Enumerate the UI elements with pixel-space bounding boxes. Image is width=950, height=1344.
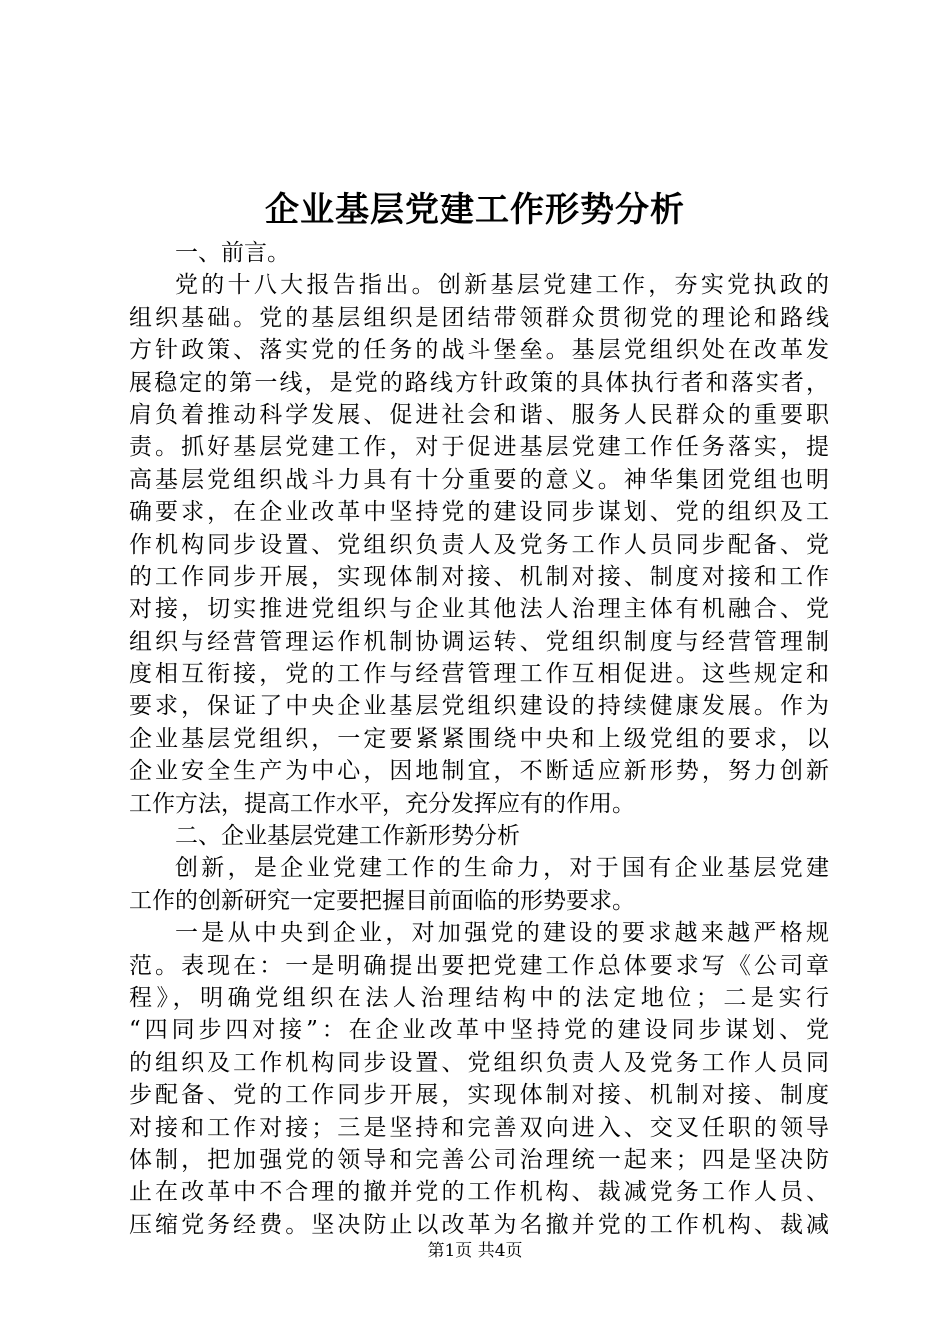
text-line: 程》，明确党组织在法人治理结构中的法定地位；二是实行 <box>129 984 829 1011</box>
text-line: 组织与经营管理运作机制协调运转、党组织制度与经营管理制 <box>129 628 829 655</box>
text-line: 的组织及工作机构同步设置、党组织负责人及党务工作人员同 <box>129 1049 829 1076</box>
text-line: 要求，保证了中央企业基层党组织建设的持续健康发展。作为 <box>129 693 829 720</box>
text-line: 组织基础。党的基层组织是团结带领群众贯彻党的理论和路线 <box>129 304 829 331</box>
text-line: 压缩党务经费。坚决防止以改革为名撤并党的工作机构、裁减 <box>129 1211 829 1238</box>
page-footer: 第1页 共4页 <box>427 1241 523 1261</box>
text-line: 作机构同步设置、党组织负责人及党务工作人员同步配备、党 <box>129 531 829 558</box>
text-line: 一是从中央到企业，对加强党的建设的要求越来越严格规 <box>175 920 829 947</box>
text-line: 一、前言。 <box>175 240 290 266</box>
text-line: 责。抓好基层党建工作，对于促进基层党建工作任务落实，提 <box>129 434 829 461</box>
text-line: 的工作同步开展，实现体制对接、机制对接、制度对接和工作 <box>129 563 829 590</box>
text-line: 对接，切实推进党组织与企业其他法人治理主体有机融合、党 <box>129 596 829 623</box>
document-title: 企业基层党建工作形势分析 <box>265 190 685 230</box>
text-line: 范。表现在：一是明确提出要把党建工作总体要求写《公司章 <box>129 952 829 979</box>
text-line: 止在改革中不合理的撤并党的工作机构、裁减党务工作人员、 <box>129 1179 829 1206</box>
text-line: 工作的创新研究一定要把握目前面临的形势要求。 <box>129 887 635 914</box>
text-line: 度相互衔接，党的工作与经营管理工作互相促进。这些规定和 <box>129 661 829 688</box>
text-line: 展稳定的第一线，是党的路线方针政策的具体执行者和落实者， <box>129 369 829 396</box>
text-line: 创新，是企业党建工作的生命力，对于国有企业基层党建 <box>175 855 829 882</box>
text-line: 高基层党组织战斗力具有十分重要的意义。神华集团党组也明 <box>129 466 829 493</box>
text-line: 工作方法，提高工作水平，充分发挥应有的作用。 <box>129 790 635 817</box>
text-line: 企业安全生产为中心，因地制宜，不断适应新形势，努力创新 <box>129 758 829 785</box>
text-line: 肩负着推动科学发展、促进社会和谐、服务人民群众的重要职 <box>129 401 829 428</box>
text-line: 对接和工作对接；三是坚持和完善双向进入、交叉任职的领导 <box>129 1114 829 1141</box>
document-body <box>129 237 829 1241</box>
text-line: 方针政策、落实党的任务的战斗堡垒。基层党组织处在改革发 <box>129 337 829 364</box>
text-line: 体制，把加强党的领导和完善公司治理统一起来；四是坚决防 <box>129 1146 829 1173</box>
text-line: 党的十八大报告指出。创新基层党建工作，夯实党执政的 <box>175 272 829 299</box>
text-line: 步配备、党的工作同步开展，实现体制对接、机制对接、制度 <box>129 1082 829 1109</box>
text-line: “四同步四对接”：在企业改革中坚持党的建设同步谋划、党 <box>129 1017 829 1044</box>
section-heading: 二、企业基层党建工作新形势分析 <box>175 823 520 850</box>
text-line: 确要求，在企业改革中坚持党的建设同步谋划、党的组织及工 <box>129 499 829 526</box>
text-line: 企业基层党组织，一定要紧紧围绕中央和上级党组的要求，以 <box>129 725 829 752</box>
